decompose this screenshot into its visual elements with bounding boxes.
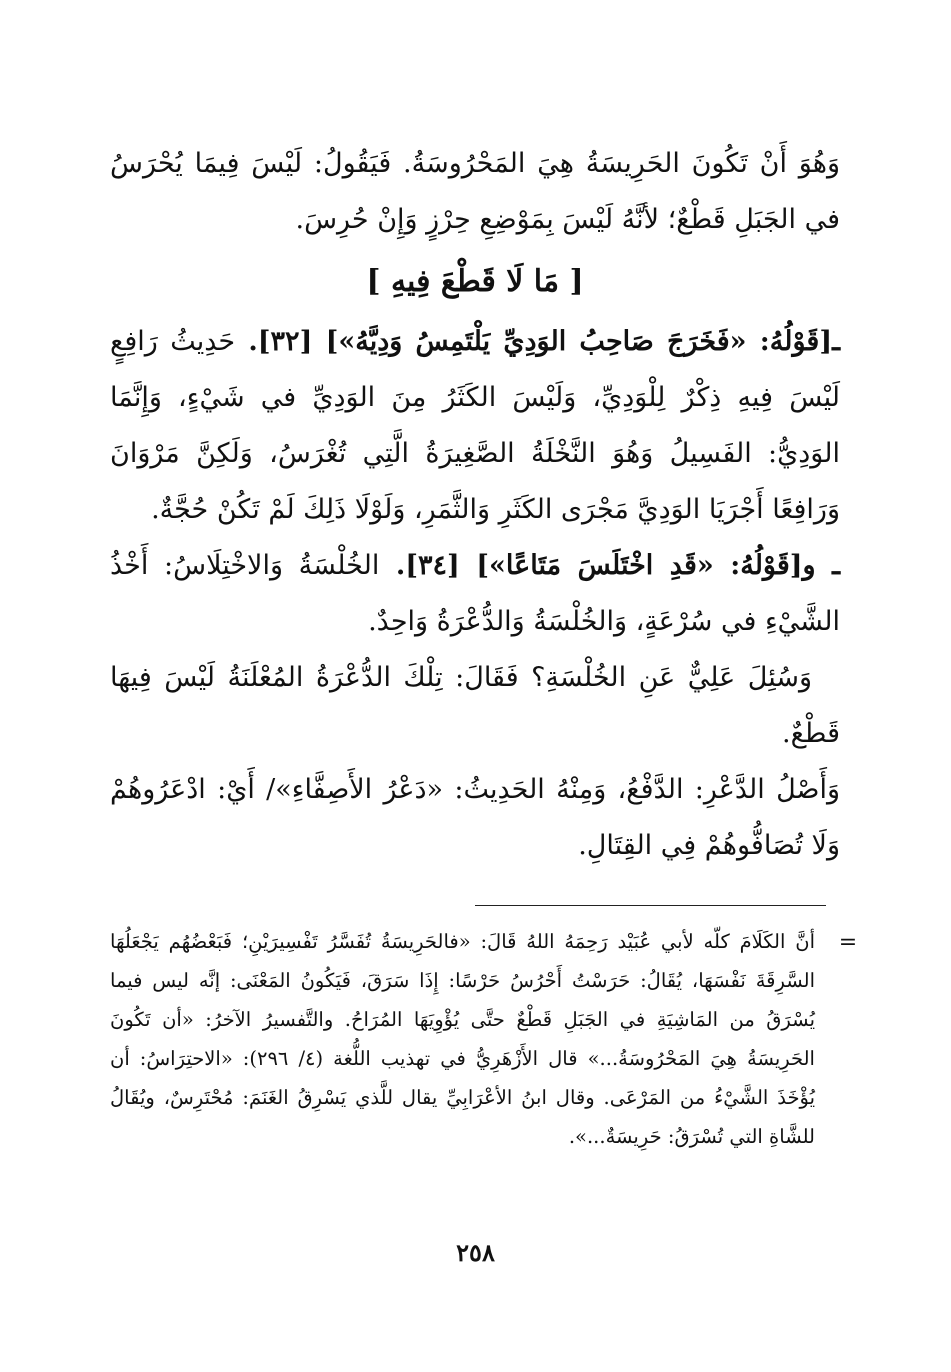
quote-lead-32: ـ[قَوْلُهُ: «فَخَرَجَ صَاحِبُ الوَدِيِّ يَلْتَمِسُ وَدِيَّهُ»] [٣٢]. bbox=[235, 326, 840, 357]
footnote-divider bbox=[475, 905, 826, 906]
paragraph-5: وَأَصْلُ الدَّعْرِ: الدَّفْعُ، وَمِنْهُ الحَدِيثُ: «دَعْرُ الأَصِفَّاءِ»/ أَيْ: ادْعَرُوهُمْ وَلَا تُصَافُّوهُمْ فِي القِتَالِ. bbox=[110, 774, 840, 861]
paragraph-3 bbox=[110, 538, 840, 650]
footnote-section bbox=[110, 922, 815, 1156]
page-number: ٢٥٨ bbox=[456, 1238, 495, 1267]
footnote-continuation-marker: = bbox=[838, 930, 858, 955]
paragraph-2-text: حَدِيثُ رَافِعٍ لَيْسَ فِيهِ ذِكْرٌ لِلْوَدِيِّ، وَلَيْسَ الكَثَرُ مِنَ الوَدِيِّ في شَيْءٍ، وَإِنَّمَا الوَدِيُّ: الفَسِيلُ وَهُوَ النَّخْلَةُ الصَّغِيرَةُ الَّتِي تُغْرَسُ، وَلَكِنَّ مَرْوَانَ وَرَافِعًا أَجْرَيَا الوَدِيَّ مَجْرَى الكَثَرِ وَالثَّمَرِ، وَلَوْلَا ذَلِكَ لَمْ تَكُنْ حُجَّةٌ. bbox=[110, 326, 840, 525]
main-text bbox=[110, 136, 840, 874]
quote-lead-34: ـ و[قَوْلُهُ: «قَدِ اخْتَلَسَ مَتَاعًا»] [٣٤]. bbox=[379, 550, 840, 581]
paragraph-1: وَهُوَ أَنْ تَكُونَ الحَرِيسَةُ هِيَ المَحْرُوسَةُ. فَيَقُولُ: لَيْسَ فِيمَا يُحْرَسُ في الجَبَلِ قَطْعٌ؛ لأنَّهُ لَيْسَ بِمَوْضِعِ حِرْزٍ وَإِنْ حُرِسَ. bbox=[110, 148, 840, 235]
paragraph-3-text: الخُلْسَةُ وَالاخْتِلَاسُ: أَخْذُ الشَّيْءِ في سُرْعَةٍ، وَالخُلْسَةُ وَالدُّعْرَةُ وَاحِدٌ. bbox=[110, 550, 840, 637]
paragraph-2 bbox=[110, 314, 840, 538]
section-heading: [ مَا لَا قَطْعَ فِيهِ ] bbox=[366, 264, 584, 299]
paragraph-4: وَسُئِلَ عَلِيٌّ عَنِ الخُلْسَةِ؟ فَقَالَ: تِلْكَ الدُّعْرَةُ المُعْلَنَةُ لَيْسَ فِيهَا قَطْعٌ. bbox=[110, 662, 840, 749]
footnote-text: أنَّ الكَلَامَ كلّه لأبي عُبَيْد رَحِمَهُ اللهُ قَالَ: «فالحَرِيسَةُ تُفَسَّرُ تَفْسِيرَيْنِ؛ فَبَعْضُهُم يَجْعَلُهَا السَّرِقَةَ نَفْسَهَا، يُقَالُ: حَرَسْتُ أَحْرُسُ حَرْسًا: إِذَا سَرَقَ، فَيَكُونُ المَعْنَى: إنَّه ليس فيما يُسْرَقُ من المَاشِيَةِ في الجَبَلِ قَطْعٌ حتَّى يُؤْوِيَهَا المُرَاحُ. والتَّفسيرُ الآخرُ: «أن تَكُونَ الحَرِيسَةُ هِيَ المَحْرُوسَةُ...» قال الأَزْهَرِيُّ في تهذيب اللُّغة (٤/ ٢٩٦): «الاحتِرَاسُ: أن يُؤْخَذَ الشَّيْءُ من المَرْعَى. وقال ابنُ الأعْرَابِيِّ يقال للَّذي يَسْرِقُ الغَنَمَ: مُحْتَرِسٌ، ويُقَالُ للشَّاةِ التي تُسْرَقُ: حَرِيسَةٌ...». bbox=[110, 930, 815, 1148]
